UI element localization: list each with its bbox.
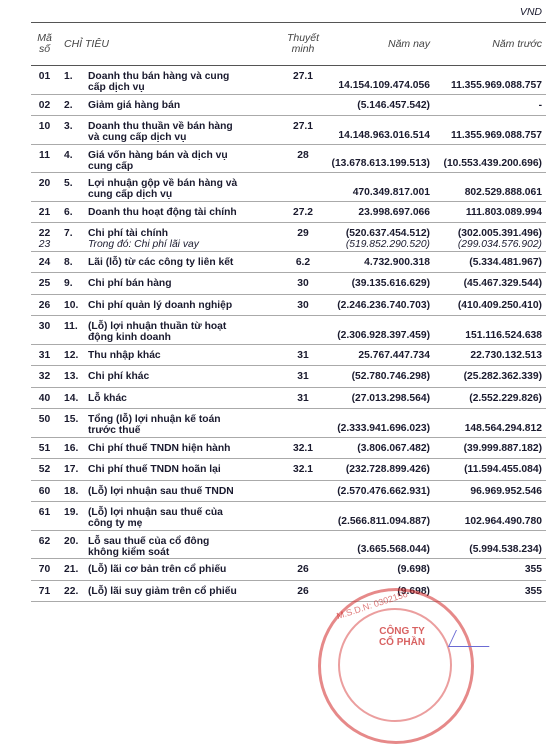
row-code: 24: [31, 251, 58, 273]
row-code: 31: [31, 344, 58, 366]
row-previous: 355: [434, 559, 546, 581]
row-label: 20. Lỗ sau thuế của cổ đông không kiểm soát: [58, 530, 285, 559]
row-previous: 151.116.524.638: [434, 316, 546, 345]
row-label: 15. Tổng (lỗ) lợi nhuận kế toán trước thuế: [58, 409, 285, 438]
row-code: 40: [31, 387, 58, 409]
row-code: 02: [31, 94, 58, 116]
row-previous: (302.005.391.496) (299.034.576.902): [434, 223, 546, 252]
row-note: 31: [285, 387, 321, 409]
table-row: [31, 530, 546, 559]
row-current: (3.665.568.044): [321, 530, 434, 559]
table-row: [31, 144, 546, 173]
row-note: [285, 409, 321, 438]
row-note: 28: [285, 144, 321, 173]
row-label: 8. Lãi (lỗ) từ các công ty liên kết: [58, 251, 285, 273]
row-current: 470.349.817.001: [321, 173, 434, 202]
row-previous: (2.552.229.826): [434, 387, 546, 409]
row-label: 22. (Lỗ) lãi suy giảm trên cổ phiếu: [58, 580, 285, 602]
row-note: 27.2: [285, 201, 321, 223]
row-current: (520.637.454.512) (519.852.290.520): [321, 223, 434, 252]
row-code: 62: [31, 530, 58, 559]
row-note: 31: [285, 344, 321, 366]
table-row: [31, 459, 546, 481]
row-previous: 111.803.089.994: [434, 201, 546, 223]
row-previous: 11.355.969.088.757: [434, 116, 546, 145]
row-previous: 355: [434, 580, 546, 602]
row-label: 5. Lợi nhuận gộp về bán hàng và cung cấp dịch vụ: [58, 173, 285, 202]
row-previous: 148.564.294.812: [434, 409, 546, 438]
table-row: [31, 201, 546, 223]
row-label: 1. Doanh thu bán hàng và cung cấp dịch vụ: [58, 66, 285, 95]
row-label: 9. Chi phí bán hàng: [58, 273, 285, 295]
row-note: 30: [285, 294, 321, 316]
row-code: 50: [31, 409, 58, 438]
row-previous: (5.334.481.967): [434, 251, 546, 273]
row-note: [285, 173, 321, 202]
row-code: 20: [31, 173, 58, 202]
row-code: 30: [31, 316, 58, 345]
row-current: (27.013.298.564): [321, 387, 434, 409]
table-row: [31, 94, 546, 116]
header-previous-year: Năm trước: [434, 23, 546, 66]
row-note: 26: [285, 580, 321, 602]
header-note: Thuyết minh: [285, 23, 321, 66]
row-current: 23.998.697.066: [321, 201, 434, 223]
row-code: 11: [31, 144, 58, 173]
row-note: 6.2: [285, 251, 321, 273]
table-row: [31, 387, 546, 409]
row-label: 10. Chi phí quản lý doanh nghiệp: [58, 294, 285, 316]
row-note: 26: [285, 559, 321, 581]
row-code: 22 23: [31, 223, 58, 252]
row-label: 2. Giảm giá hàng bán: [58, 94, 285, 116]
row-previous: (5.994.538.234): [434, 530, 546, 559]
row-note: 30: [285, 273, 321, 295]
row-label: 6. Doanh thu hoạt động tài chính: [58, 201, 285, 223]
row-current: (39.135.616.629): [321, 273, 434, 295]
row-code: 21: [31, 201, 58, 223]
row-code: 32: [31, 366, 58, 388]
row-label: 21. (Lỗ) lãi cơ bản trên cổ phiếu: [58, 559, 285, 581]
row-previous: (10.553.439.200.696): [434, 144, 546, 173]
row-code: 25: [31, 273, 58, 295]
table-row: [31, 437, 546, 459]
row-label: 7. Chi phí tài chính Trong đó: Chi phí lãi vay: [58, 223, 285, 252]
row-label: 13. Chi phí khác: [58, 366, 285, 388]
seal-code: M.S.D.N: 0302156: [335, 588, 409, 622]
row-previous: (25.282.362.339): [434, 366, 546, 388]
row-code: 60: [31, 480, 58, 502]
table-row: [31, 223, 546, 252]
row-code: 52: [31, 459, 58, 481]
row-current: 14.154.109.474.056: [321, 66, 434, 95]
table-row: [31, 66, 546, 95]
row-label: 12. Thu nhập khác: [58, 344, 285, 366]
row-current: (2.333.941.696.023): [321, 409, 434, 438]
row-label: 3. Doanh thu thuần về bán hàng và cung cấp dịch vụ: [58, 116, 285, 145]
row-code: 51: [31, 437, 58, 459]
table-body: [31, 66, 546, 602]
table-row: [31, 580, 546, 602]
row-current: 14.148.963.016.514: [321, 116, 434, 145]
income-statement-table: [31, 22, 546, 602]
table-row: [31, 344, 546, 366]
row-previous: 802.529.888.061: [434, 173, 546, 202]
header-current-year: Năm nay: [321, 23, 434, 66]
row-note: [285, 502, 321, 531]
row-previous: 102.964.490.780: [434, 502, 546, 531]
row-label: 4. Giá vốn hàng bán và dịch vụ cung cấp: [58, 144, 285, 173]
row-current: (3.806.067.482): [321, 437, 434, 459]
row-current: (9.698): [321, 559, 434, 581]
row-code: 26: [31, 294, 58, 316]
row-note: 27.1: [285, 116, 321, 145]
table-row: [31, 116, 546, 145]
row-previous: (45.467.329.544): [434, 273, 546, 295]
row-previous: 22.730.132.513: [434, 344, 546, 366]
row-note: 32.1: [285, 459, 321, 481]
header-code: Mã số: [31, 23, 58, 66]
row-note: 32.1: [285, 437, 321, 459]
table-row: [31, 559, 546, 581]
row-current: (2.306.928.397.459): [321, 316, 434, 345]
row-current: (13.678.613.199.513): [321, 144, 434, 173]
row-previous: (11.594.455.084): [434, 459, 546, 481]
row-current: 4.732.900.318: [321, 251, 434, 273]
row-label: 16. Chi phí thuế TNDN hiện hành: [58, 437, 285, 459]
row-note: 27.1: [285, 66, 321, 95]
row-code: 01: [31, 66, 58, 95]
table-row: [31, 316, 546, 345]
row-current: 25.767.447.734: [321, 344, 434, 366]
row-current: (232.728.899.426): [321, 459, 434, 481]
row-code: 10: [31, 116, 58, 145]
table-row: [31, 251, 546, 273]
row-previous: (39.999.887.182): [434, 437, 546, 459]
row-note: 29: [285, 223, 321, 252]
row-label: 17. Chi phí thuế TNDN hoãn lại: [58, 459, 285, 481]
row-current: (9.698): [321, 580, 434, 602]
signature: [448, 630, 497, 647]
seal-text: CÔNG TY CỔ PHẦN: [378, 626, 426, 648]
row-current: (2.246.236.740.703): [321, 294, 434, 316]
table-row: [31, 502, 546, 531]
currency-unit: VND: [519, 6, 542, 18]
row-note: [285, 94, 321, 116]
table-row: [31, 294, 546, 316]
row-previous: 96.969.952.546: [434, 480, 546, 502]
row-note: [285, 480, 321, 502]
row-note: [285, 530, 321, 559]
row-code: 61: [31, 502, 58, 531]
row-previous: -: [434, 94, 546, 116]
row-note: 31: [285, 366, 321, 388]
table-row: [31, 366, 546, 388]
row-note: [285, 316, 321, 345]
table-row: [31, 173, 546, 202]
row-label: 14. Lỗ khác: [58, 387, 285, 409]
table-header-row: [31, 23, 546, 66]
row-label: 19. (Lỗ) lợi nhuận sau thuế của công ty mẹ: [58, 502, 285, 531]
row-previous: (410.409.250.410): [434, 294, 546, 316]
table-row: [31, 409, 546, 438]
row-label: 18. (Lỗ) lợi nhuận sau thuế TNDN: [58, 480, 285, 502]
row-current: (2.566.811.094.887): [321, 502, 434, 531]
row-current: (2.570.476.662.931): [321, 480, 434, 502]
row-label: 11. (Lỗ) lợi nhuận thuần từ hoạt động kinh doanh: [58, 316, 285, 345]
row-code: 70: [31, 559, 58, 581]
row-previous: 11.355.969.088.757: [434, 66, 546, 95]
header-indicator: CHỈ TIÊU: [58, 23, 285, 66]
row-current: (5.146.457.542): [321, 94, 434, 116]
table-row: [31, 273, 546, 295]
row-code: 71: [31, 580, 58, 602]
row-current: (52.780.746.298): [321, 366, 434, 388]
table-row: [31, 480, 546, 502]
